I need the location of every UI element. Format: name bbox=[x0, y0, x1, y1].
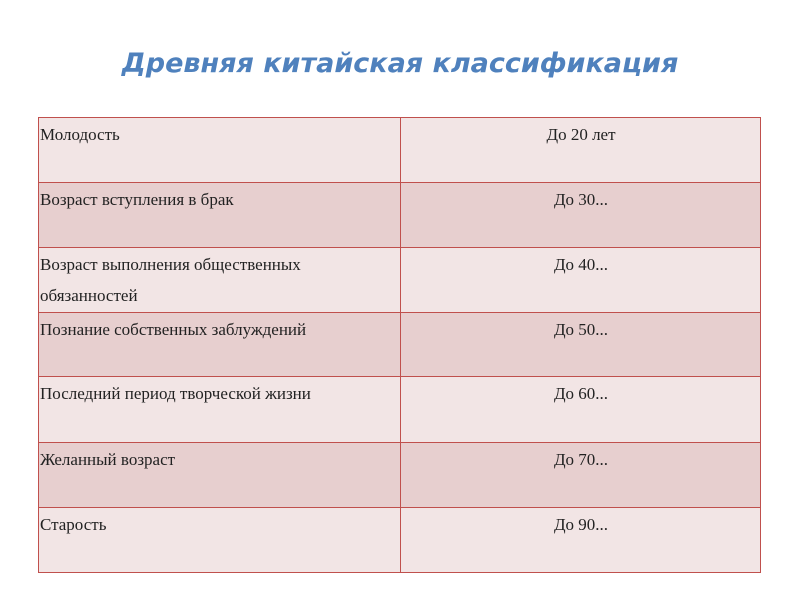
table-row bbox=[39, 248, 761, 313]
table-row bbox=[39, 183, 761, 248]
stage-cell: Старость bbox=[39, 508, 401, 573]
age-cell: До 90... bbox=[401, 508, 761, 573]
table-row bbox=[39, 118, 761, 183]
age-cell: До 60... bbox=[401, 377, 761, 443]
stage-cell: Возраст вступления в брак bbox=[39, 183, 401, 248]
age-cell: До 30... bbox=[401, 183, 761, 248]
stage-cell: Молодость bbox=[39, 118, 401, 183]
age-cell: До 50... bbox=[401, 313, 761, 377]
table-row bbox=[39, 508, 761, 573]
table-row bbox=[39, 313, 761, 377]
age-cell: До 40... bbox=[401, 248, 761, 313]
table-row bbox=[39, 443, 761, 508]
table-row bbox=[39, 377, 761, 443]
page-title: Древняя китайская классификация bbox=[121, 48, 679, 79]
stage-cell: Познание собственных заблуждений bbox=[39, 313, 401, 377]
age-classification-table bbox=[38, 117, 761, 573]
age-cell: До 20 лет bbox=[401, 118, 761, 183]
stage-cell: Возраст выполнения общественных обязанностей bbox=[39, 248, 401, 313]
stage-cell: Желанный возраст bbox=[39, 443, 401, 508]
age-cell: До 70... bbox=[401, 443, 761, 508]
stage-cell: Последний период творческой жизни bbox=[39, 377, 401, 443]
